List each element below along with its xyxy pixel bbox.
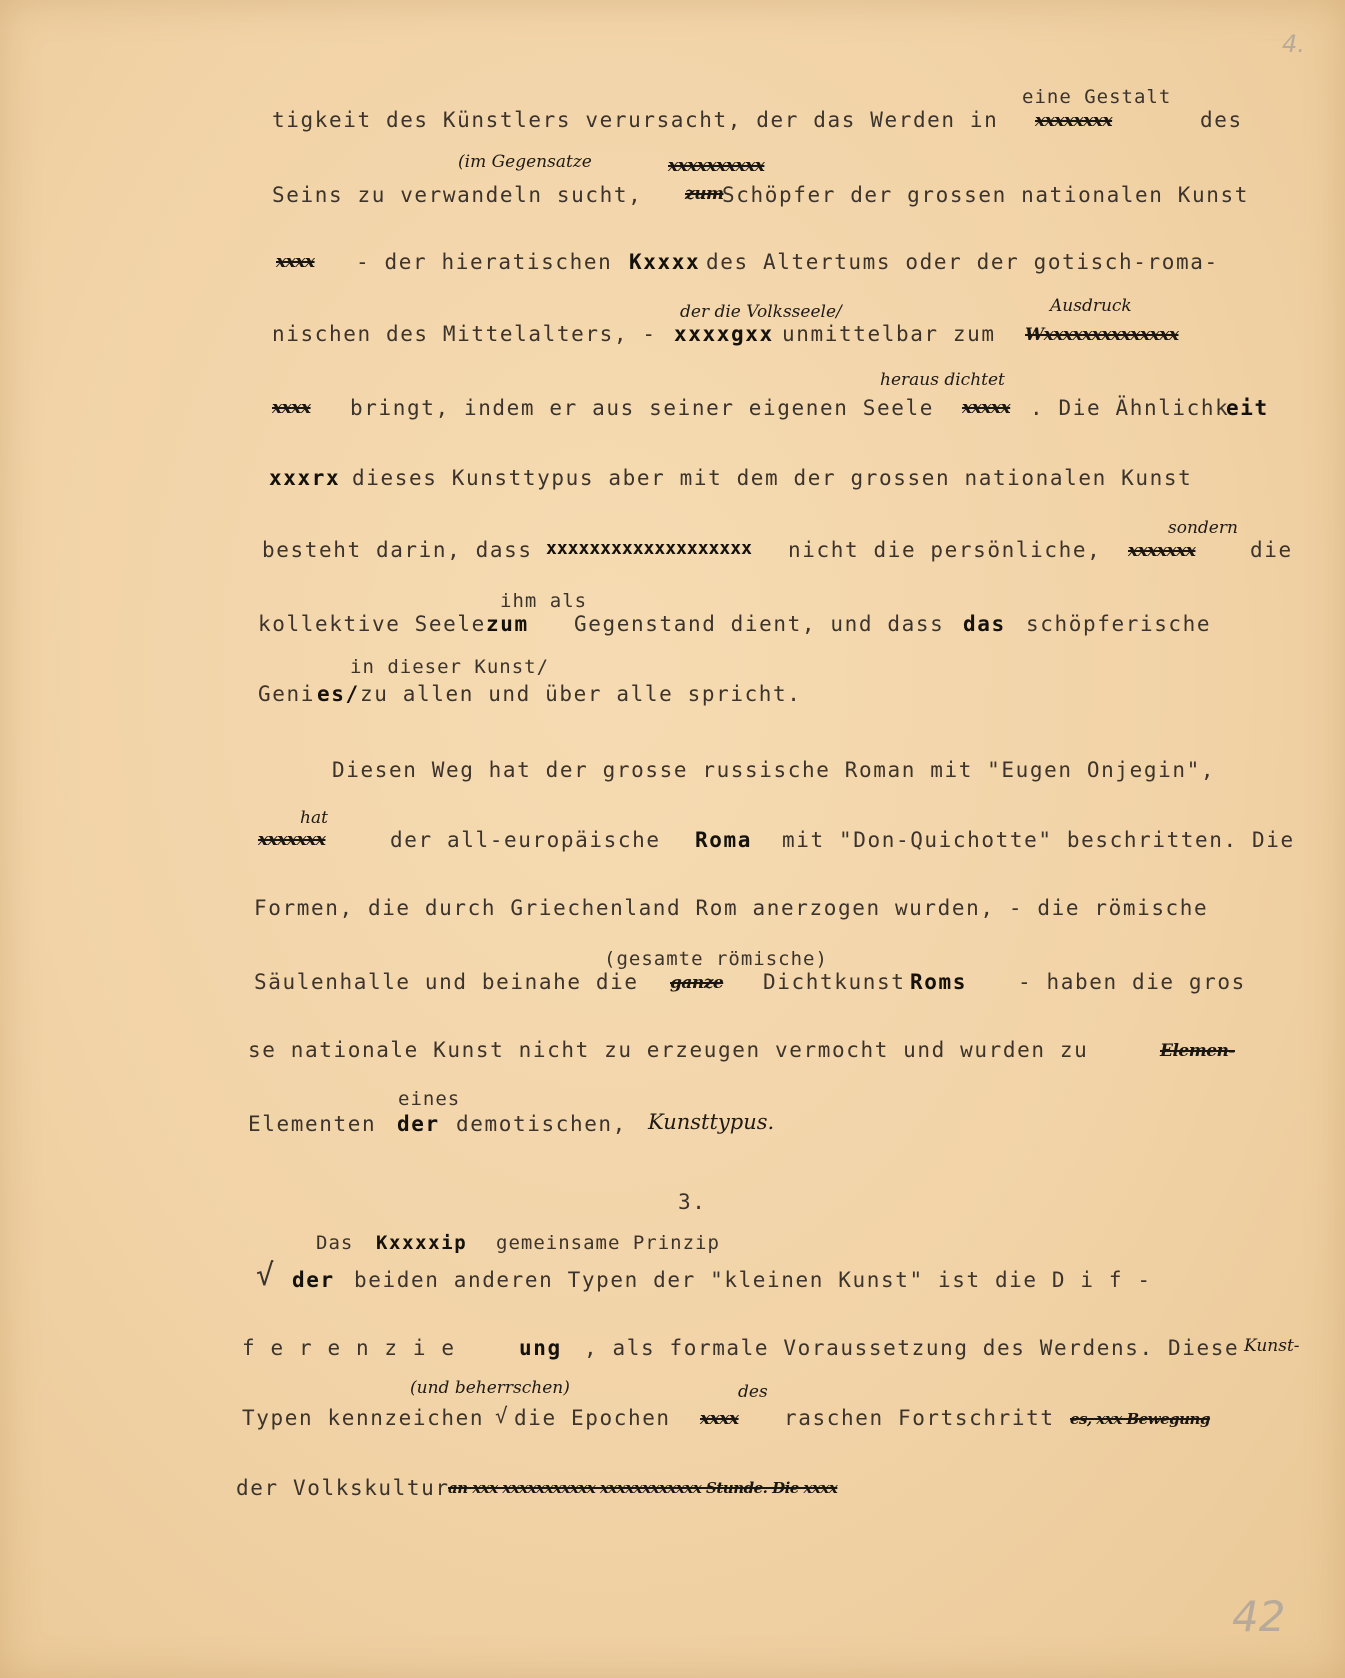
insertion-line-16: Das <box>316 1232 354 1254</box>
text-line-11: der all-europäische <box>390 828 661 852</box>
strikeout-line-2b: zum <box>685 184 724 204</box>
typed-overstrike-line-11: Roma <box>695 828 752 852</box>
typed-overstrike-line-4a: xxxxgxx <box>674 322 774 346</box>
typed-overstrike-line-5c: eit <box>1226 396 1269 420</box>
text-line-1: tigkeit des Künstlers verursacht, der das Werden in <box>272 108 999 132</box>
handwritten-note-line-2: (im Gegensatze <box>458 152 592 172</box>
insertion-line-13: (gesamte römische) <box>604 948 828 970</box>
strikeout-line-5b: xxxxx <box>962 398 1011 418</box>
text-line-3b: des Altertums oder der gotisch-roma- <box>706 250 1219 274</box>
text-line-11b: mit "Don-Quichotte" beschritten. Die <box>782 828 1295 852</box>
handwritten-note-line-18: (und beherrschen) <box>410 1378 570 1398</box>
text-line-18c: raschen Fortschritt <box>784 1406 1055 1430</box>
handwritten-note-line-18b: des <box>738 1382 768 1402</box>
text-line-18b: die Epochen <box>514 1406 671 1430</box>
text-line-4: nischen des Mittelalters, - <box>272 322 657 346</box>
text-line-8c: schöpferische <box>1026 612 1212 636</box>
typed-overstrike-line-15: der <box>397 1112 440 1136</box>
text-line-6: dieses Kunsttypus aber mit dem der grossen nationalen Kunst <box>352 466 1193 490</box>
text-line-8: kollektive Seele <box>258 612 486 636</box>
handwritten-note-line-5: heraus dichtet <box>880 370 1005 390</box>
strikeout-line-4b: Wxxxxxxxxxxxxxx <box>1025 325 1179 345</box>
text-line-17: f e r e n z i e <box>242 1336 456 1360</box>
strikeout-line-19: an xxx xxxxxxxxxxx xxxxxxxxxxxx Stunde. Die xxxx <box>448 1479 838 1497</box>
text-line-15: Elementen <box>248 1112 377 1136</box>
strikeout-line-13a: ganze <box>670 973 724 993</box>
text-line-7b: nicht die persönliche, <box>788 538 1102 562</box>
typed-overstrike-line-6: xxxrx <box>269 466 341 490</box>
strikeout-line-18b: es, xxx Bewegung <box>1070 1410 1210 1428</box>
typed-overstrike-line-8b: das <box>963 612 1006 636</box>
typed-overstrike-line-16b: der <box>292 1268 335 1292</box>
strikeout-line-1: xxxxxxxx <box>1035 111 1113 131</box>
folio-number: 42 <box>1232 1592 1286 1641</box>
typed-overstrike-line-13: Roms <box>910 970 967 994</box>
typed-overstrike-line-8a: zum <box>486 612 529 636</box>
text-line-17b: , als formale Voraussetzung des Werdens. Diese <box>584 1336 1240 1360</box>
typed-overstrike-line-7a: xxxxxxxxxxxxxxxxxxx <box>546 538 752 559</box>
insertion-line-9: in dieser Kunst/ <box>350 656 550 678</box>
strikeout-line-18a: xxxx <box>700 1409 739 1429</box>
typed-overstrike-line-3: Kxxxx <box>629 250 701 274</box>
handwritten-note-line-4: der die Volksseele/ <box>680 302 842 322</box>
text-line-1-end: des <box>1200 108 1243 132</box>
text-line-7: besteht darin, dass <box>262 538 533 562</box>
checkmark-insertion-mark: √ <box>256 1258 276 1293</box>
text-line-7c: die <box>1250 538 1293 562</box>
strikeout-line-3a: xxxx <box>276 252 315 272</box>
text-line-14: se nationale Kunst nicht zu erzeugen vermocht und wurden zu <box>248 1038 1089 1062</box>
text-line-5b: . Die Ähnlichk <box>1030 396 1230 420</box>
text-line-13b: Dichtkunst <box>763 970 906 994</box>
text-line-12: Formen, die durch Griechenland Rom anerzogen wurden, - die römische <box>254 896 1209 920</box>
insertion-line-8: ihm als <box>500 590 588 612</box>
text-line-13c: - haben die gros <box>1018 970 1246 994</box>
strikeout-line-7b: xxxxxxx <box>1128 541 1196 561</box>
strikeout-line-5a: xxxx <box>272 398 311 418</box>
handwritten-note-line-11: hat <box>300 808 328 828</box>
insertion-line-15: eines <box>398 1088 461 1110</box>
strikeout-line-2a: xxxxxxxxxx <box>668 156 765 176</box>
insertion-line-16b: gemeinsame Prinzip <box>496 1232 720 1254</box>
text-line-18: Typen kennzeichen <box>242 1406 485 1430</box>
checkmark-insertion-mark-2: √ <box>495 1404 510 1428</box>
strikeout-line-14: Elemen- <box>1160 1041 1235 1061</box>
text-line-13: Säulenhalle und beinahe die <box>254 970 639 994</box>
typed-overstrike-line-16: Kxxxxip <box>376 1232 468 1254</box>
handwritten-note-line-15: Kunsttypus. <box>648 1110 775 1134</box>
text-line-8b: Gegenstand dient, und dass <box>574 612 945 636</box>
text-line-15b: demotischen, <box>456 1112 627 1136</box>
strikeout-line-11a: xxxxxxx <box>258 830 326 850</box>
handwritten-note-line-4b: Ausdruck <box>1050 296 1132 316</box>
text-line-9: Geni <box>258 682 315 706</box>
section-number: 3. <box>678 1190 707 1214</box>
text-line-3: - der hieratischen <box>356 250 613 274</box>
handwritten-note-line-17: Kunst- <box>1244 1336 1300 1356</box>
text-line-19: der Volkskultur <box>236 1476 450 1500</box>
corner-page-number: 4. <box>1282 30 1305 58</box>
handwritten-note-line-7: sondern <box>1168 518 1238 538</box>
text-line-16: beiden anderen Typen der "kleinen Kunst" ist die D i f - <box>354 1268 1152 1292</box>
text-line-2a: Seins zu verwandeln sucht, <box>272 183 643 207</box>
text-line-9b: zu allen und über alle spricht. <box>360 682 802 706</box>
text-line-10: Diesen Weg hat der grosse russische Roman mit "Eugen Onjegin", <box>332 758 1216 782</box>
insertion-line-1: eine Gestalt <box>1022 86 1172 108</box>
text-line-4b: unmittelbar zum <box>782 322 996 346</box>
text-line-2b: Schöpfer der grossen nationalen Kunst <box>722 183 1249 207</box>
text-line-17-ung: ung <box>519 1336 562 1360</box>
typed-overstrike-line-9: es/ <box>317 682 360 706</box>
text-line-5: bringt, indem er aus seiner eigenen Seele <box>350 396 934 420</box>
